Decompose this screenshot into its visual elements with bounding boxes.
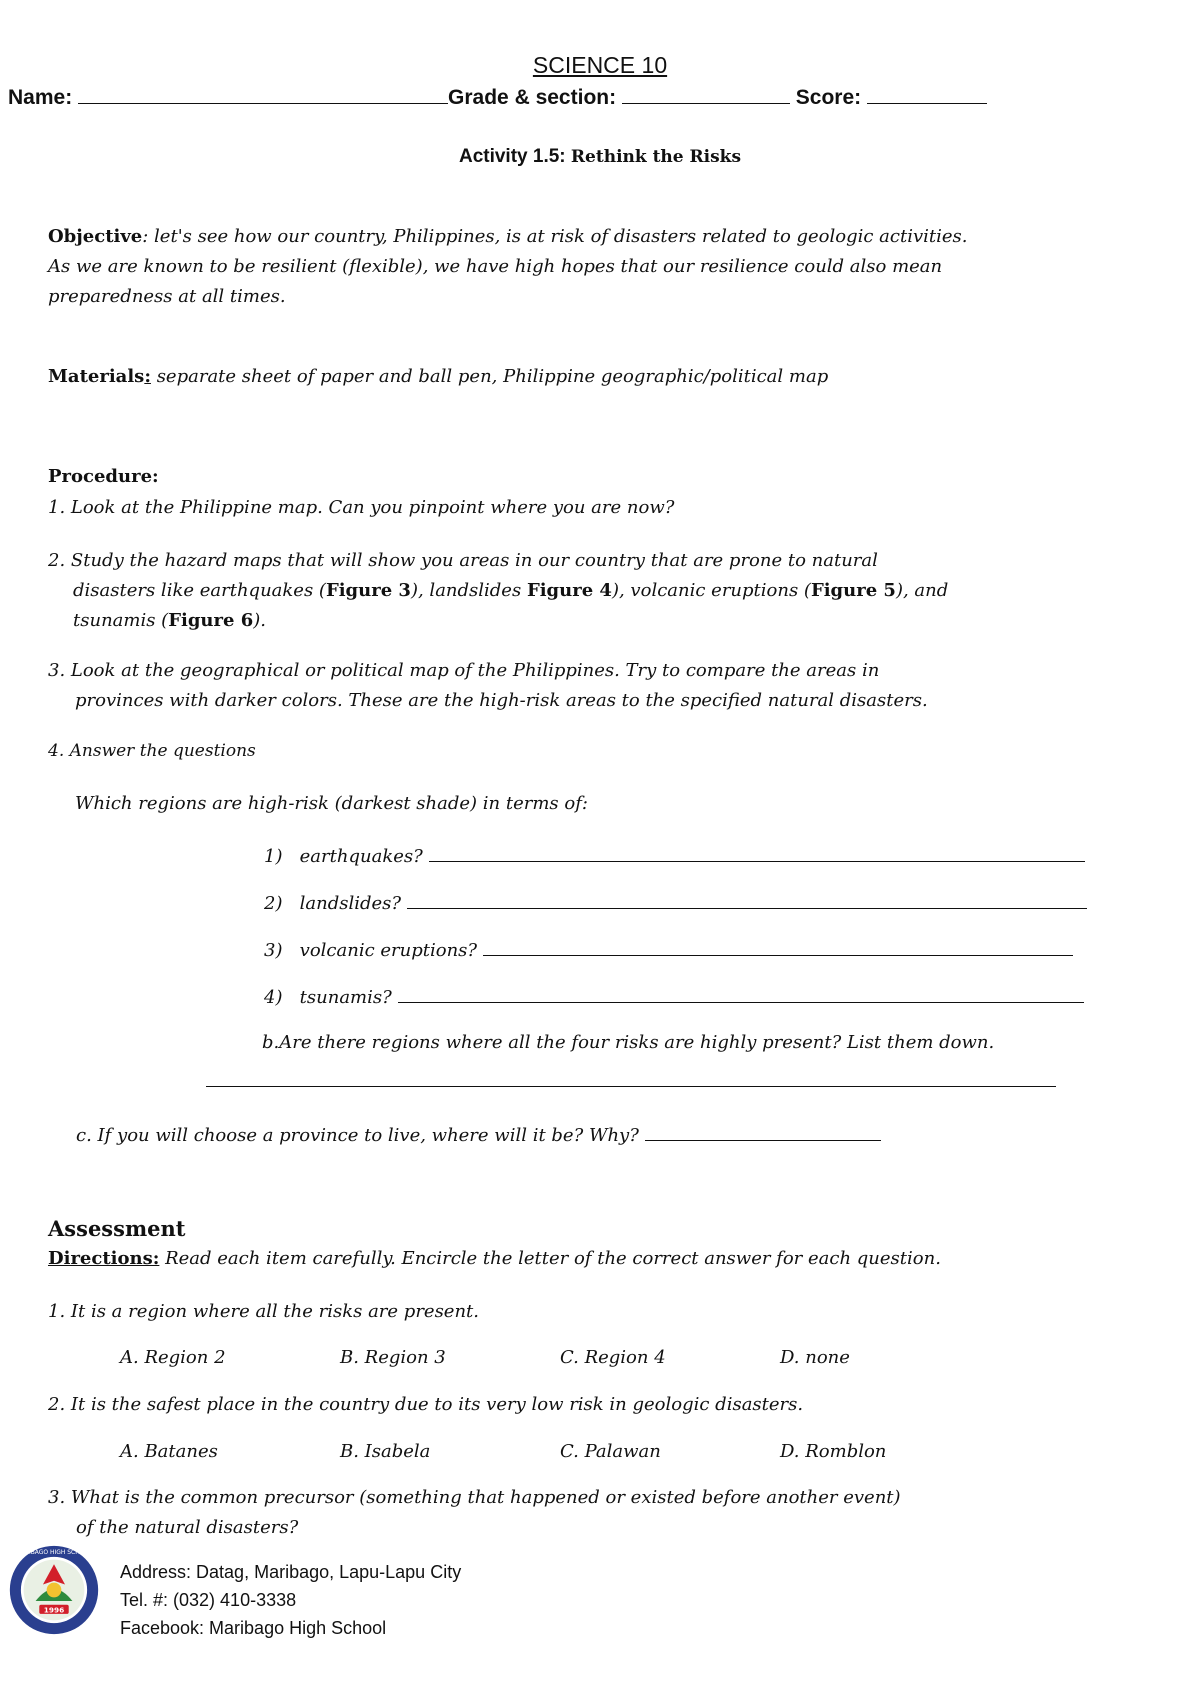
q2-choice-b[interactable]: B. Isabela	[340, 1441, 431, 1462]
objective-line-2: As we are known to be resilient (flexible), we have high hopes that our resilience could also mean	[48, 256, 943, 277]
item-label: earthquakes?	[299, 846, 423, 867]
step2-text-c: ), volcanic eruptions (	[611, 580, 811, 601]
procedure-step-4: 4. Answer the questions	[48, 741, 256, 761]
step2-text-f: ).	[253, 610, 266, 631]
directions-label: Directions:	[48, 1248, 160, 1269]
assessment-heading: Assessment	[48, 1216, 186, 1241]
question-c-text: c. If you will choose a province to live, where will it be? Why?	[76, 1125, 639, 1146]
page-title: SCIENCE 10	[532, 52, 668, 78]
student-info-row	[8, 85, 987, 110]
logo-year: 1996	[43, 1605, 65, 1615]
assessment-question-1: 1. It is a region where all the risks are present.	[48, 1301, 480, 1322]
materials-label: Materials	[48, 366, 145, 387]
q1-choice-c[interactable]: C. Region 4	[560, 1347, 666, 1368]
procedure-step-1: 1. Look at the Philippine map. Can you pinpoint where you are now?	[48, 497, 675, 518]
question-item-volcanic-eruptions	[264, 937, 1073, 961]
assessment-question-3-line-1: 3. What is the common precursor (something that happened or existed before another event)	[48, 1487, 901, 1508]
activity-heading	[0, 146, 1200, 168]
item-number: 3)	[264, 940, 283, 961]
question-c	[76, 1122, 881, 1146]
logo-text: MARIBAGO HIGH SCHOOL	[15, 1549, 93, 1557]
grade-section-blank[interactable]	[622, 85, 790, 104]
assessment-question-2: 2. It is the safest place in the country due to its very low risk in geologic disasters.	[48, 1394, 804, 1415]
item-label: landslides?	[299, 893, 402, 914]
step2-text-d: ), and	[895, 580, 949, 601]
materials-colon: :	[144, 366, 151, 387]
q2-choice-d[interactable]: D. Romblon	[780, 1441, 887, 1462]
q1-choice-b[interactable]: B. Region 3	[340, 1347, 446, 1368]
directions-text: Read each item carefully. Encircle the letter of the correct answer for each question.	[159, 1248, 941, 1269]
q2-choice-c[interactable]: C. Palawan	[560, 1441, 661, 1462]
score-label: Score:	[795, 86, 862, 109]
answer-blank-landslides[interactable]	[407, 890, 1087, 909]
question-item-earthquakes	[264, 843, 1085, 867]
q1-choice-d[interactable]: D. none	[780, 1347, 850, 1368]
figure-6-ref: Figure 6	[168, 610, 254, 631]
objective-line-3: preparedness at all times.	[48, 286, 286, 307]
item-number: 1)	[264, 846, 283, 867]
answer-blank-b[interactable]	[206, 1086, 1056, 1087]
figure-5-ref: Figure 5	[810, 580, 896, 601]
assessment-question-3-line-2: of the natural disasters?	[76, 1517, 299, 1538]
step2-text-e: tsunamis (	[73, 610, 169, 631]
question-item-tsunamis	[264, 984, 1084, 1008]
q2-choice-a[interactable]: A. Batanes	[120, 1441, 218, 1462]
procedure-label: Procedure:	[48, 466, 159, 487]
item-label: volcanic eruptions?	[299, 940, 478, 961]
answer-blank-earthquakes[interactable]	[429, 843, 1085, 862]
score-blank[interactable]	[867, 85, 987, 104]
footer-telephone: Tel. #: (032) 410-3338	[120, 1590, 297, 1610]
procedure-prompt: Which regions are high-risk (darkest shade) in terms of:	[75, 793, 588, 814]
footer-contact	[120, 1558, 461, 1642]
question-b: b.Are there regions where all the four risks are highly present? List them down.	[262, 1032, 995, 1053]
footer-facebook: Facebook: Maribago High School	[120, 1618, 387, 1638]
grade-section-label: Grade & section:	[448, 86, 617, 109]
name-blank[interactable]	[78, 85, 448, 104]
footer-address: Address: Datag, Maribago, Lapu-Lapu City	[120, 1562, 462, 1582]
step2-text-a: disasters like earthquakes (	[73, 580, 326, 601]
procedure-step-2-line-3	[73, 610, 266, 631]
item-label: tsunamis?	[299, 987, 392, 1008]
objective-label: Objective	[48, 226, 143, 247]
materials-text: separate sheet of paper and ball pen, Philippine geographic/political map	[150, 366, 829, 387]
activity-number: Activity 1.5:	[458, 146, 566, 167]
q1-choice-a[interactable]: A. Region 2	[120, 1347, 226, 1368]
item-number: 4)	[264, 987, 283, 1008]
answer-blank-volcanic-eruptions[interactable]	[483, 937, 1073, 956]
school-seal-logo	[8, 1544, 100, 1636]
figure-3-ref: Figure 3	[325, 580, 411, 601]
figure-4-ref: Figure 4	[526, 580, 612, 601]
item-number: 2)	[264, 893, 283, 914]
objective-text-1: : let's see how our country, Philippines, is at risk of disasters related to geologic activities.	[142, 226, 968, 247]
step2-text-b: ), landslides	[410, 580, 527, 601]
answer-blank-tsunamis[interactable]	[398, 984, 1084, 1003]
answer-blank-c[interactable]	[645, 1122, 881, 1141]
procedure-step-3-line-2: provinces with darker colors. These are the high-risk areas to the specified natural disasters.	[75, 690, 928, 711]
question-item-landslides	[264, 890, 1087, 914]
materials-line	[48, 366, 828, 387]
directions-line	[48, 1248, 941, 1269]
activity-title: Rethink the Risks	[570, 147, 742, 167]
procedure-step-2-line-2	[73, 580, 948, 601]
name-label: Name:	[8, 86, 73, 109]
procedure-step-2-line-1: 2. Study the hazard maps that will show you areas in our country that are prone to natural	[48, 550, 878, 571]
procedure-step-3-line-1: 3. Look at the geographical or political map of the Philippines. Try to compare the areas in	[48, 660, 880, 681]
objective-line-1	[48, 226, 968, 247]
